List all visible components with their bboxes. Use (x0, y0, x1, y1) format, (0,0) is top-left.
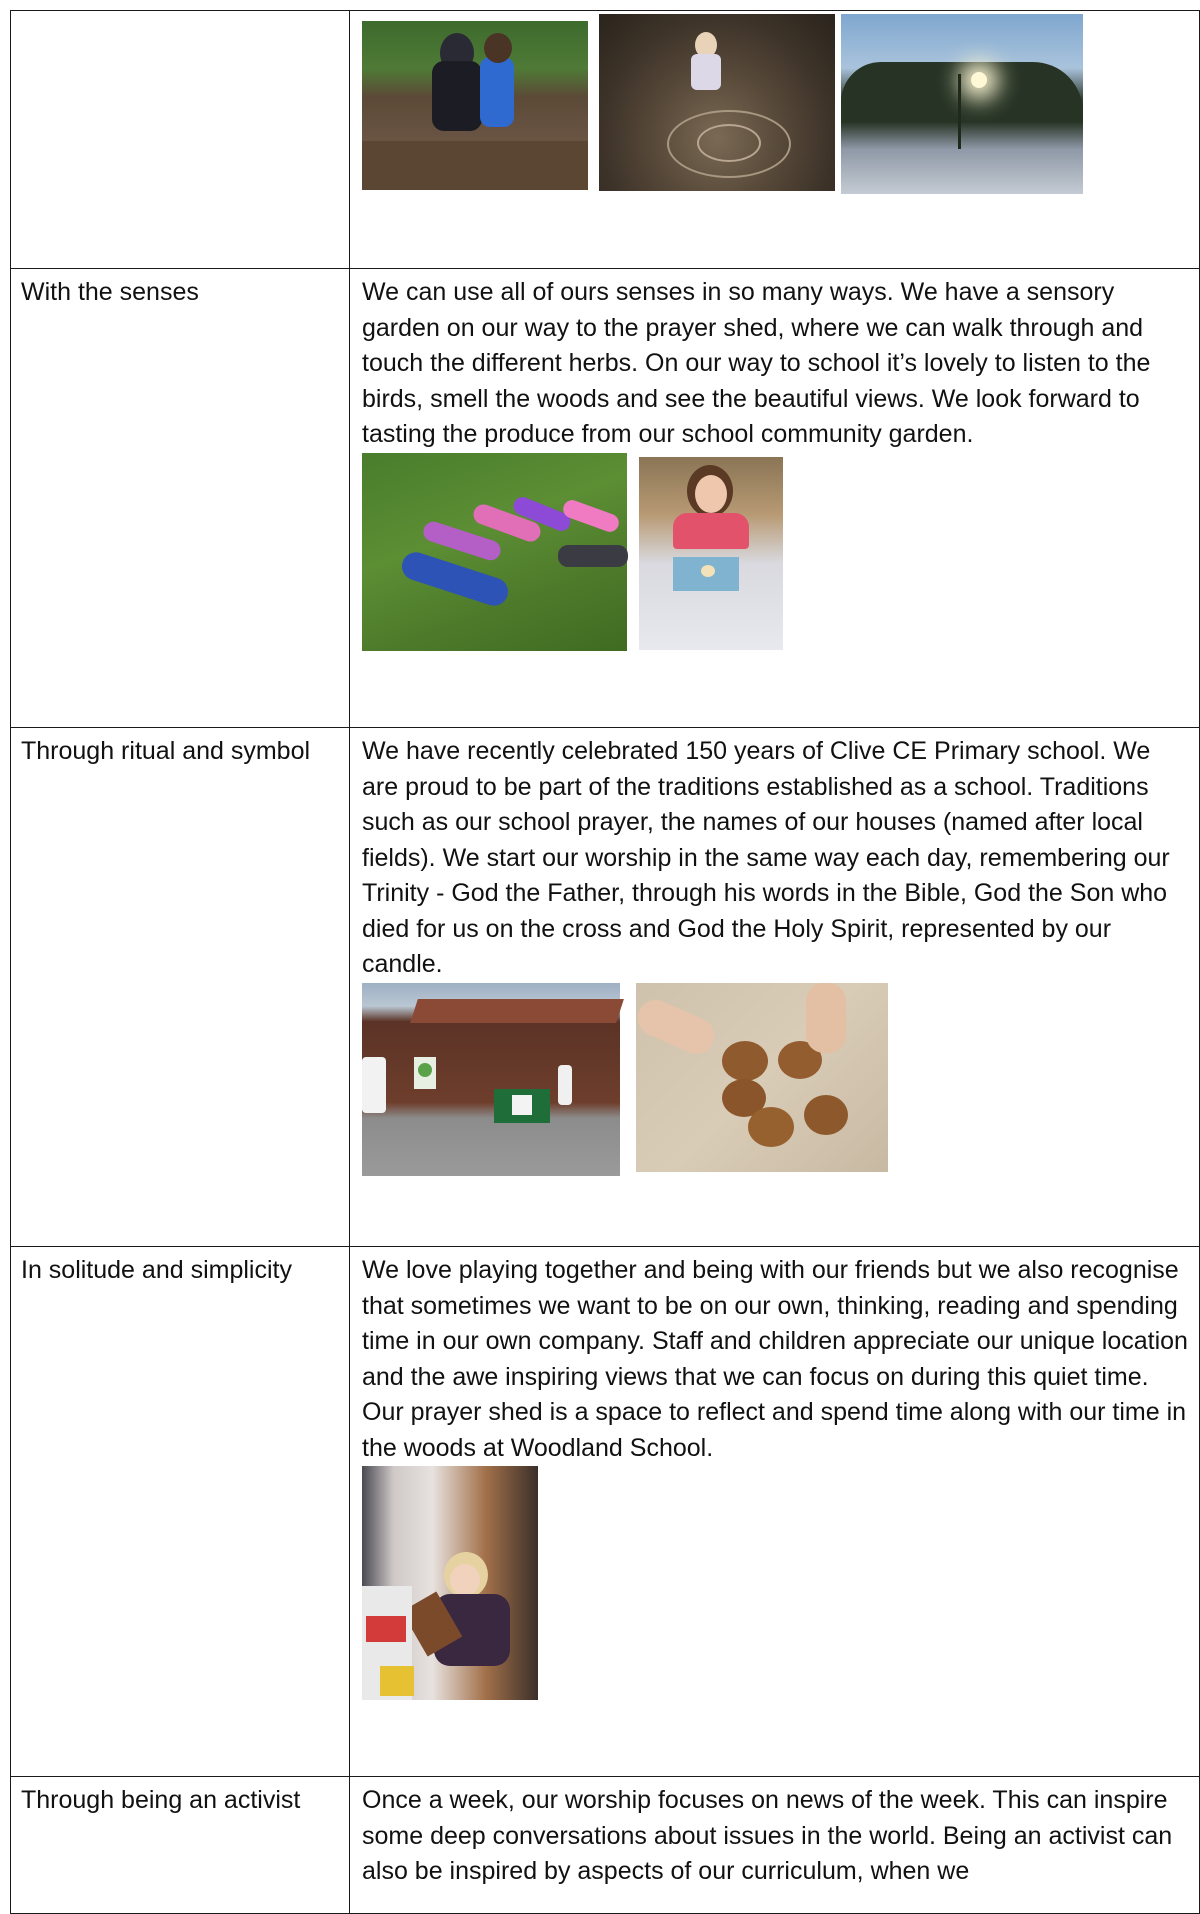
document-page (10, 10, 1199, 1885)
table-row (11, 1777, 1200, 1914)
row-text: We love playing together and being with our friends but we also recognise that sometimes we want to be on our own, thinking, reading and spending time in our own company. Staff and children appreciate our unique location and the awe inspiring views that we can focus on during this quiet time. Our prayer shed is a space to reflect and spend time along with our time in the woods at Woodland School. (362, 1256, 1188, 1462)
photo-strip (362, 983, 1189, 1176)
row-content (350, 1777, 1200, 1914)
row-label: In solitude and simplicity (11, 1247, 350, 1777)
photo-strip (362, 1466, 1189, 1700)
garden-photo (362, 21, 588, 190)
row-text: We have recently celebrated 150 years of Clive CE Primary school. We are proud to be part of the traditions established as a school. Traditions such as our school prayer, the names of our houses (named after local fields). We start our worship in the same way each day, remembering our Trinity - God the Father, through his words in the Bible, God the Son who died for us on the cross and God the Holy Spirit, represented by our candle. (362, 737, 1170, 978)
spirituality-table (10, 10, 1200, 1914)
child-reading-photo (362, 1466, 538, 1700)
row-label: Through ritual and symbol (11, 728, 350, 1247)
hot-cross-buns-photo (636, 983, 888, 1172)
row-content (350, 1247, 1200, 1777)
table-row (11, 728, 1200, 1247)
girl-tasting-photo (639, 457, 783, 650)
row-content (350, 269, 1200, 728)
table-row (11, 269, 1200, 728)
row-label: With the senses (11, 269, 350, 728)
row-text: Once a week, our worship focuses on news of the week. This can inspire some deep conversations about issues in the world. Being an activist can also be inspired by aspects of our curriculum, when we (362, 1786, 1173, 1885)
row-content (350, 728, 1200, 1247)
frosty-field-photo (841, 14, 1083, 194)
row-text: We can use all of ours senses in so many ways. We have a sensory garden on our way to the prayer shed, where we can walk through and touch the different herbs. On our way to school it’s lovely to listen to the birds, smell the woods and see the beautiful views. We look forward to tasting the produce from our school community garden. (362, 278, 1151, 448)
table-row (11, 1247, 1200, 1777)
photo-strip (362, 453, 1189, 651)
row-label (11, 11, 350, 269)
photo-strip (362, 20, 1189, 194)
row-label: Through being an activist (11, 1777, 350, 1914)
children-on-grass-photo (362, 453, 627, 651)
prayer-shed-photo (362, 983, 620, 1176)
mandala-photo (599, 14, 835, 191)
row-content (350, 11, 1200, 269)
table-row (11, 11, 1200, 269)
